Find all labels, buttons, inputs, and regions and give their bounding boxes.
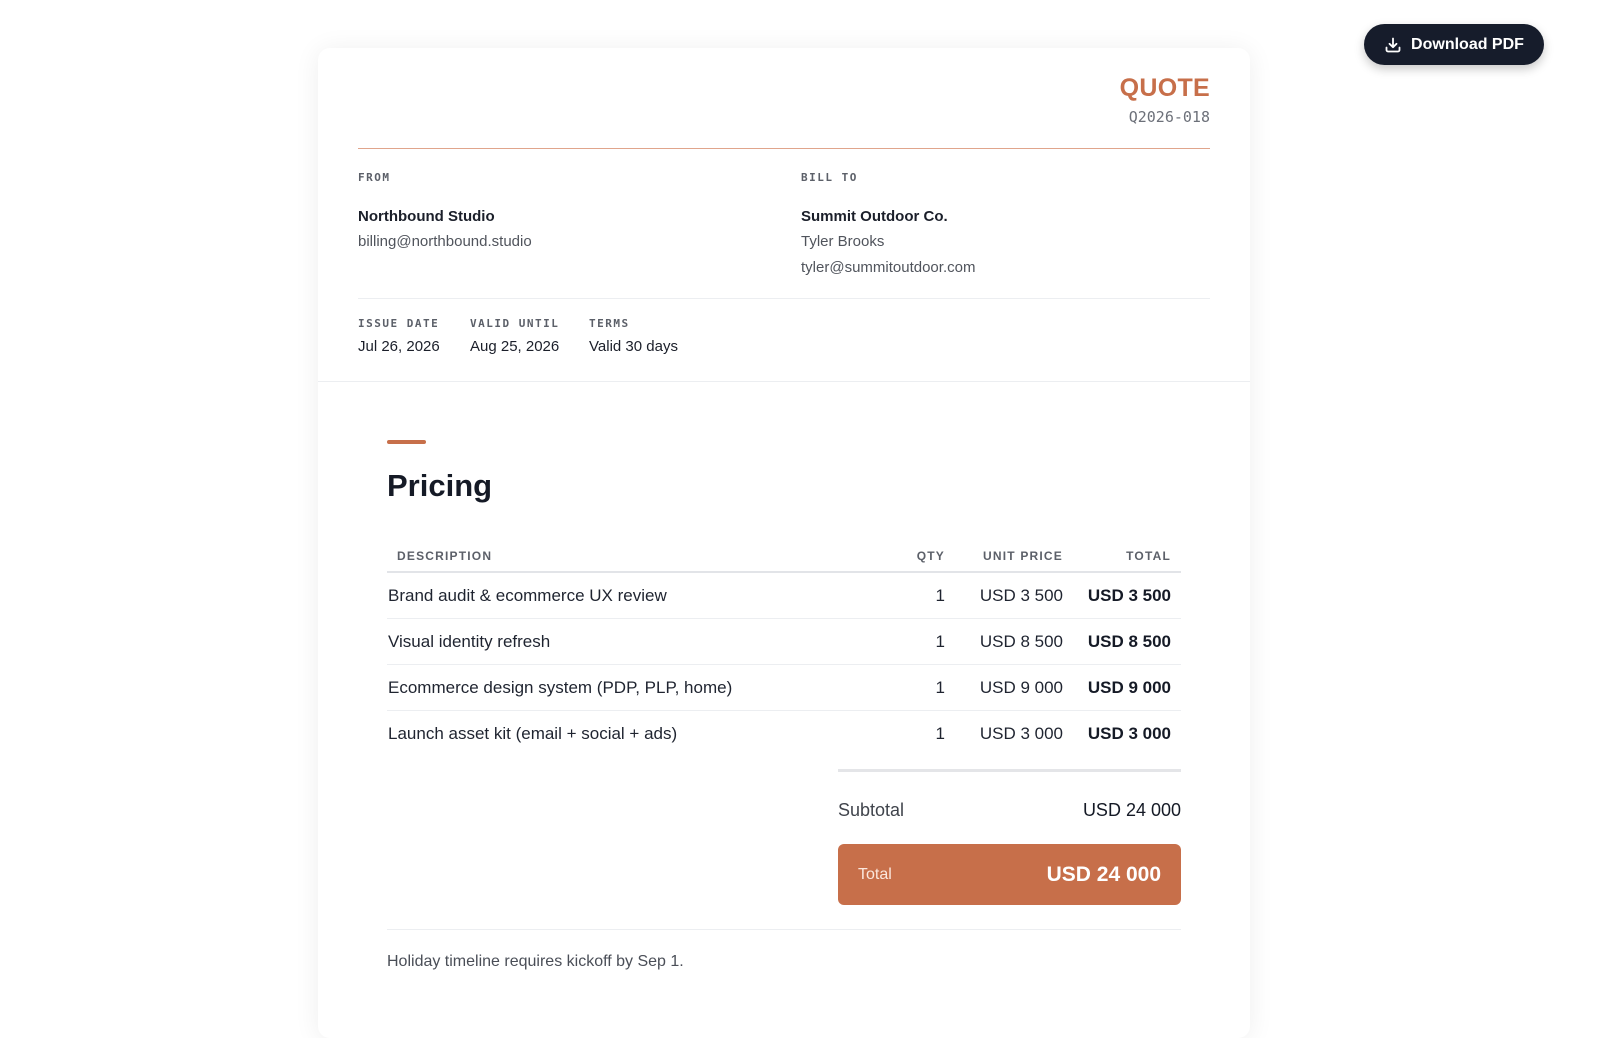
section-title: Pricing: [387, 468, 493, 503]
item-total: USD 3 500: [1073, 572, 1181, 619]
download-icon: [1384, 36, 1402, 54]
terms-value: Valid 30 days: [589, 338, 678, 355]
item-unit-price: USD 3 000: [979, 723, 1063, 743]
valid-until-label: VALID UNTIL: [470, 317, 560, 330]
quote-document: [318, 48, 1250, 1038]
subtotal-value: USD 24 000: [1082, 800, 1181, 820]
from-email: billing@northbound.studio: [358, 233, 532, 250]
item-unit-price: USD 3 500: [955, 572, 1073, 619]
item-description: Launch asset kit (email + social + ads): [388, 723, 678, 743]
column-header-qty: QTY: [877, 541, 955, 572]
item-description: Visual identity refresh: [387, 619, 877, 665]
bill-to-email: tyler@summitoutdoor.com: [801, 259, 976, 276]
total-box: [838, 844, 1181, 905]
header-divider: [358, 148, 1210, 149]
item-qty: 1: [877, 665, 955, 711]
item-total: USD 8 500: [1073, 619, 1181, 665]
column-header-total: TOTAL: [1073, 541, 1181, 572]
column-header-description: DESCRIPTION: [387, 541, 877, 572]
terms-label: TERMS: [589, 317, 630, 330]
item-qty: 1: [877, 619, 955, 665]
item-total: USD 9 000: [1073, 665, 1181, 711]
bill-to-company: Summit Outdoor Co.: [801, 208, 948, 225]
item-qty: 1: [877, 572, 955, 619]
section-accent-bar: [387, 440, 426, 444]
table-row: [387, 572, 1181, 619]
total-value: USD 24 000: [1046, 862, 1161, 886]
item-total: USD 3 000: [1087, 723, 1171, 743]
item-unit-price: USD 8 500: [955, 619, 1073, 665]
download-pdf-label: Download PDF: [1411, 35, 1524, 53]
quote-notes: Holiday timeline requires kickoff by Sep 1.: [387, 953, 684, 970]
from-label: FROM: [358, 171, 391, 184]
from-name: Northbound Studio: [358, 208, 495, 225]
table-row: [387, 711, 1181, 757]
table-row: [387, 619, 1181, 665]
table-header-row: [387, 541, 1181, 572]
subtotal-label: Subtotal: [838, 800, 905, 820]
table-row: [387, 665, 1181, 711]
item-description: Brand audit & ecommerce UX review: [387, 572, 877, 619]
divider: [358, 298, 1210, 299]
line-items-table: [387, 541, 1181, 756]
divider: [387, 929, 1181, 930]
issue-date-value: Jul 26, 2026: [358, 338, 440, 355]
header-footer-divider: [318, 381, 1250, 382]
download-pdf-button[interactable]: [1364, 24, 1544, 65]
issue-date-label: ISSUE DATE: [358, 317, 440, 330]
quote-number: Q2026-018: [1128, 108, 1210, 126]
item-description: Ecommerce design system (PDP, PLP, home): [387, 665, 877, 711]
document-type: QUOTE: [1119, 74, 1210, 102]
totals-divider: [838, 769, 1181, 772]
valid-until-value: Aug 25, 2026: [470, 338, 560, 355]
total-label: Total: [858, 865, 892, 883]
item-unit-price: USD 9 000: [955, 665, 1073, 711]
column-header-unit-price: UNIT PRICE: [955, 541, 1073, 572]
bill-to-label: BILL TO: [801, 171, 858, 184]
item-qty: 1: [935, 723, 945, 743]
bill-to-contact: Tyler Brooks: [801, 233, 885, 250]
